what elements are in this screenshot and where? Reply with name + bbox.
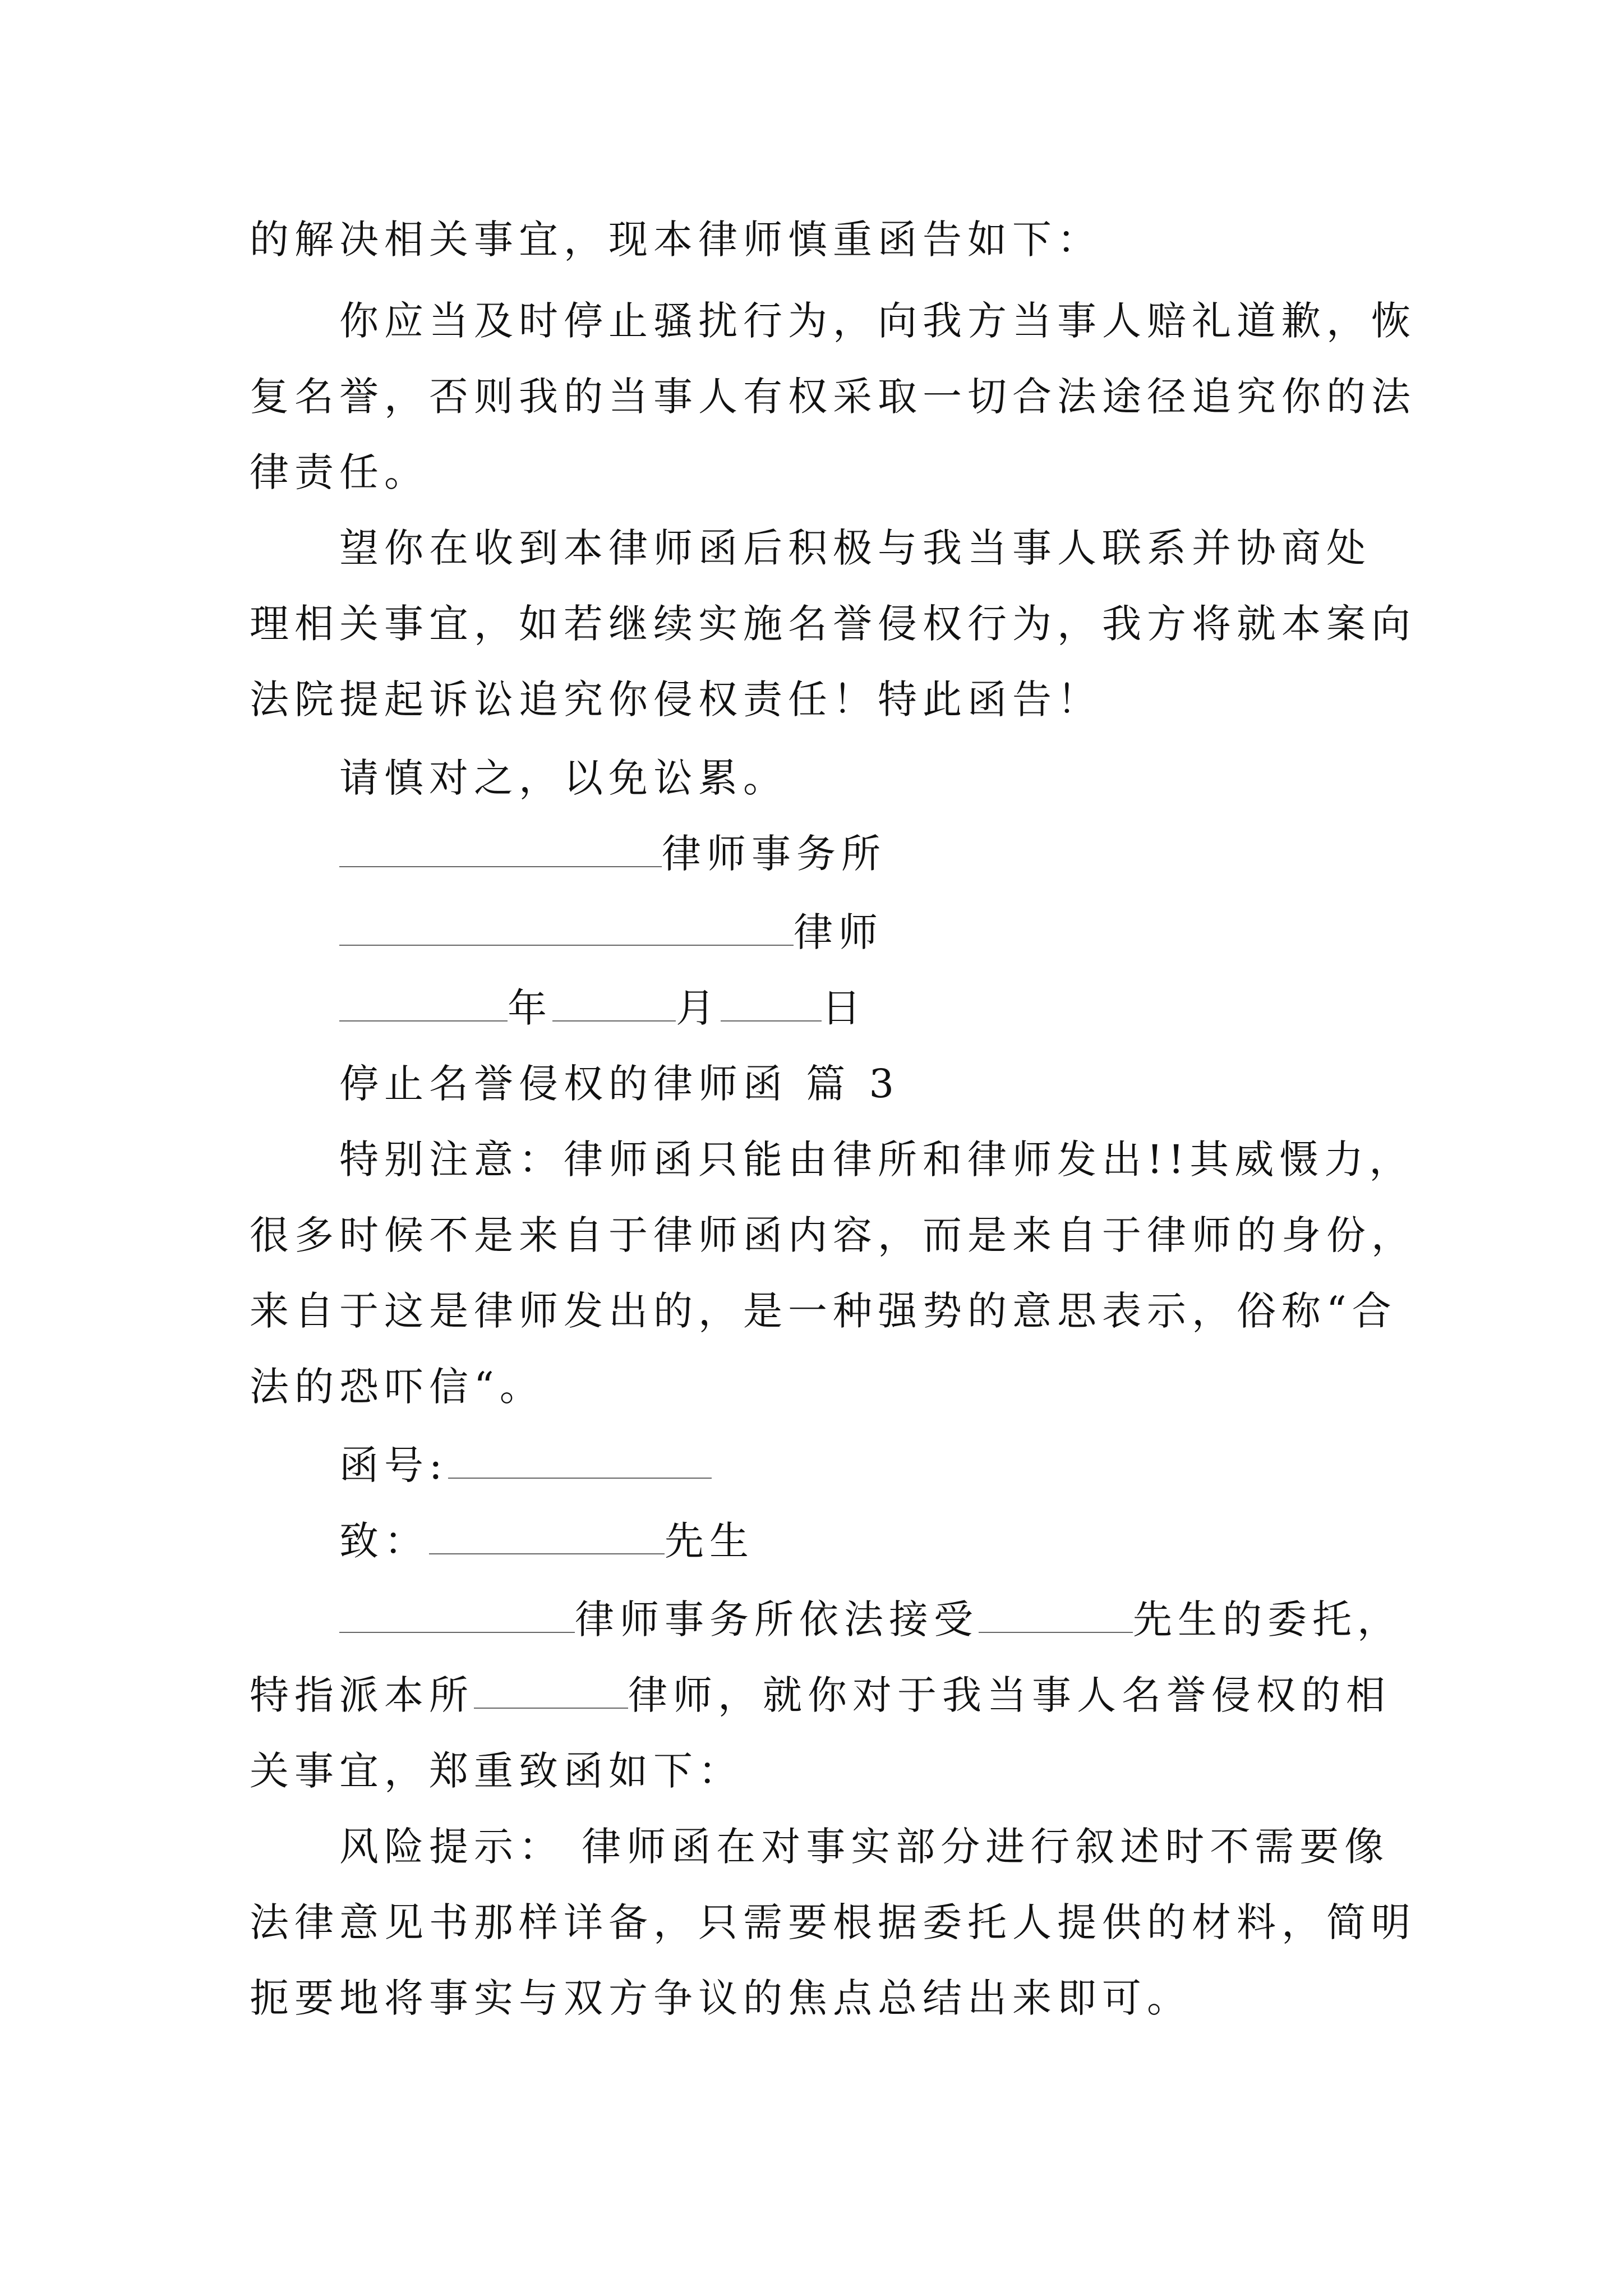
text-line (250, 449, 1394, 496)
text: 理相关事宜，如若继续实施名誉侵权行为，我方将就本案向 (250, 601, 1416, 647)
text: 法律意见书那样详备，只需要根据委托人提供的材料，简明 (250, 1899, 1416, 1945)
text-line (250, 676, 1394, 723)
text: 特别注意：律师函只能由律所和律师发出!!其威慑力， (339, 1137, 1414, 1182)
blank-underline (429, 1550, 665, 1554)
text: 请慎对之，以免讼累。 (339, 755, 788, 801)
text-line (250, 1747, 1394, 1795)
law-firm-signature-line (339, 830, 1483, 877)
blank-underline (339, 1628, 575, 1633)
paragraph-line (339, 297, 1483, 344)
text-line (250, 373, 1416, 420)
paragraph-line (339, 1596, 1483, 1643)
text: 函号: (339, 1442, 448, 1488)
paragraph-line (339, 1823, 1483, 1870)
blank-underline (339, 863, 662, 867)
text-line (250, 600, 1416, 647)
blank-underline (979, 1628, 1133, 1633)
lawyer-signature-line (339, 909, 1483, 956)
paragraph-line (339, 754, 1483, 802)
text-line (250, 1287, 1397, 1335)
text-line (250, 1899, 1416, 1946)
text: 来自于这是律师发出的，是一种强势的意思表示，俗称“合 (250, 1288, 1397, 1334)
blank-underline (474, 1704, 628, 1709)
text: 停止名誉侵权的律师函 篇 3 (339, 1061, 900, 1107)
text: 日 (822, 985, 866, 1031)
blank-underline (339, 1017, 508, 1022)
text-line (250, 1672, 1394, 1719)
text: 望你在收到本律师函后积极与我当事人联系并协商处 (339, 525, 1371, 571)
text: 的解决相关事宜，现本律师慎重函告如下： (250, 217, 1102, 263)
text: 先生 (665, 1518, 754, 1564)
blank-underline (721, 1017, 822, 1022)
text: 先生的委托， (1133, 1596, 1402, 1642)
text-line (250, 216, 1394, 263)
text-line (250, 1212, 1416, 1259)
text: 扼要地将事实与双方争议的焦点总结出来即可。 (250, 1975, 1192, 2021)
text: 关事宜，郑重致函如下： (250, 1748, 743, 1794)
text: 致： (339, 1518, 429, 1564)
text: 月 (676, 985, 721, 1031)
date-line (339, 984, 1483, 1032)
text: 律师事务所 (662, 831, 886, 877)
text: 很多时候不是来自于律师函内容，而是来自于律师的身份， (250, 1212, 1416, 1258)
text-line (250, 1975, 1394, 2022)
text: 律责任。 (250, 449, 429, 495)
paragraph-line (339, 1136, 1483, 1183)
text: 年 (508, 985, 552, 1031)
text: 风险提示： 律师函在对事实部分进行叙述时不需要像 (339, 1824, 1390, 1870)
text: 律师事务所依法接受 (575, 1596, 979, 1642)
text: 律师，就你对于我当事人名誉侵权的相 (628, 1672, 1391, 1718)
blank-underline (339, 941, 794, 946)
text: 法院提起诉讼追究你侵权责任！特此函告！ (250, 677, 1102, 723)
recipient-line (339, 1517, 1483, 1565)
text-line (250, 1363, 1394, 1410)
text: 你应当及时停止骚扰行为，向我方当事人赔礼道歉，恢 (339, 298, 1416, 344)
paragraph-line (339, 524, 1483, 572)
blank-underline (448, 1474, 712, 1479)
letter-number-line (339, 1442, 1483, 1489)
text: 复名誉，否则我的当事人有权采取一切合法途径追究你的法 (250, 374, 1416, 420)
section-heading (339, 1060, 1483, 1107)
text: 特指派本所 (250, 1672, 474, 1718)
blank-underline (552, 1017, 676, 1022)
text: 法的恐吓信“。 (250, 1364, 545, 1410)
text: 律师 (794, 909, 883, 955)
